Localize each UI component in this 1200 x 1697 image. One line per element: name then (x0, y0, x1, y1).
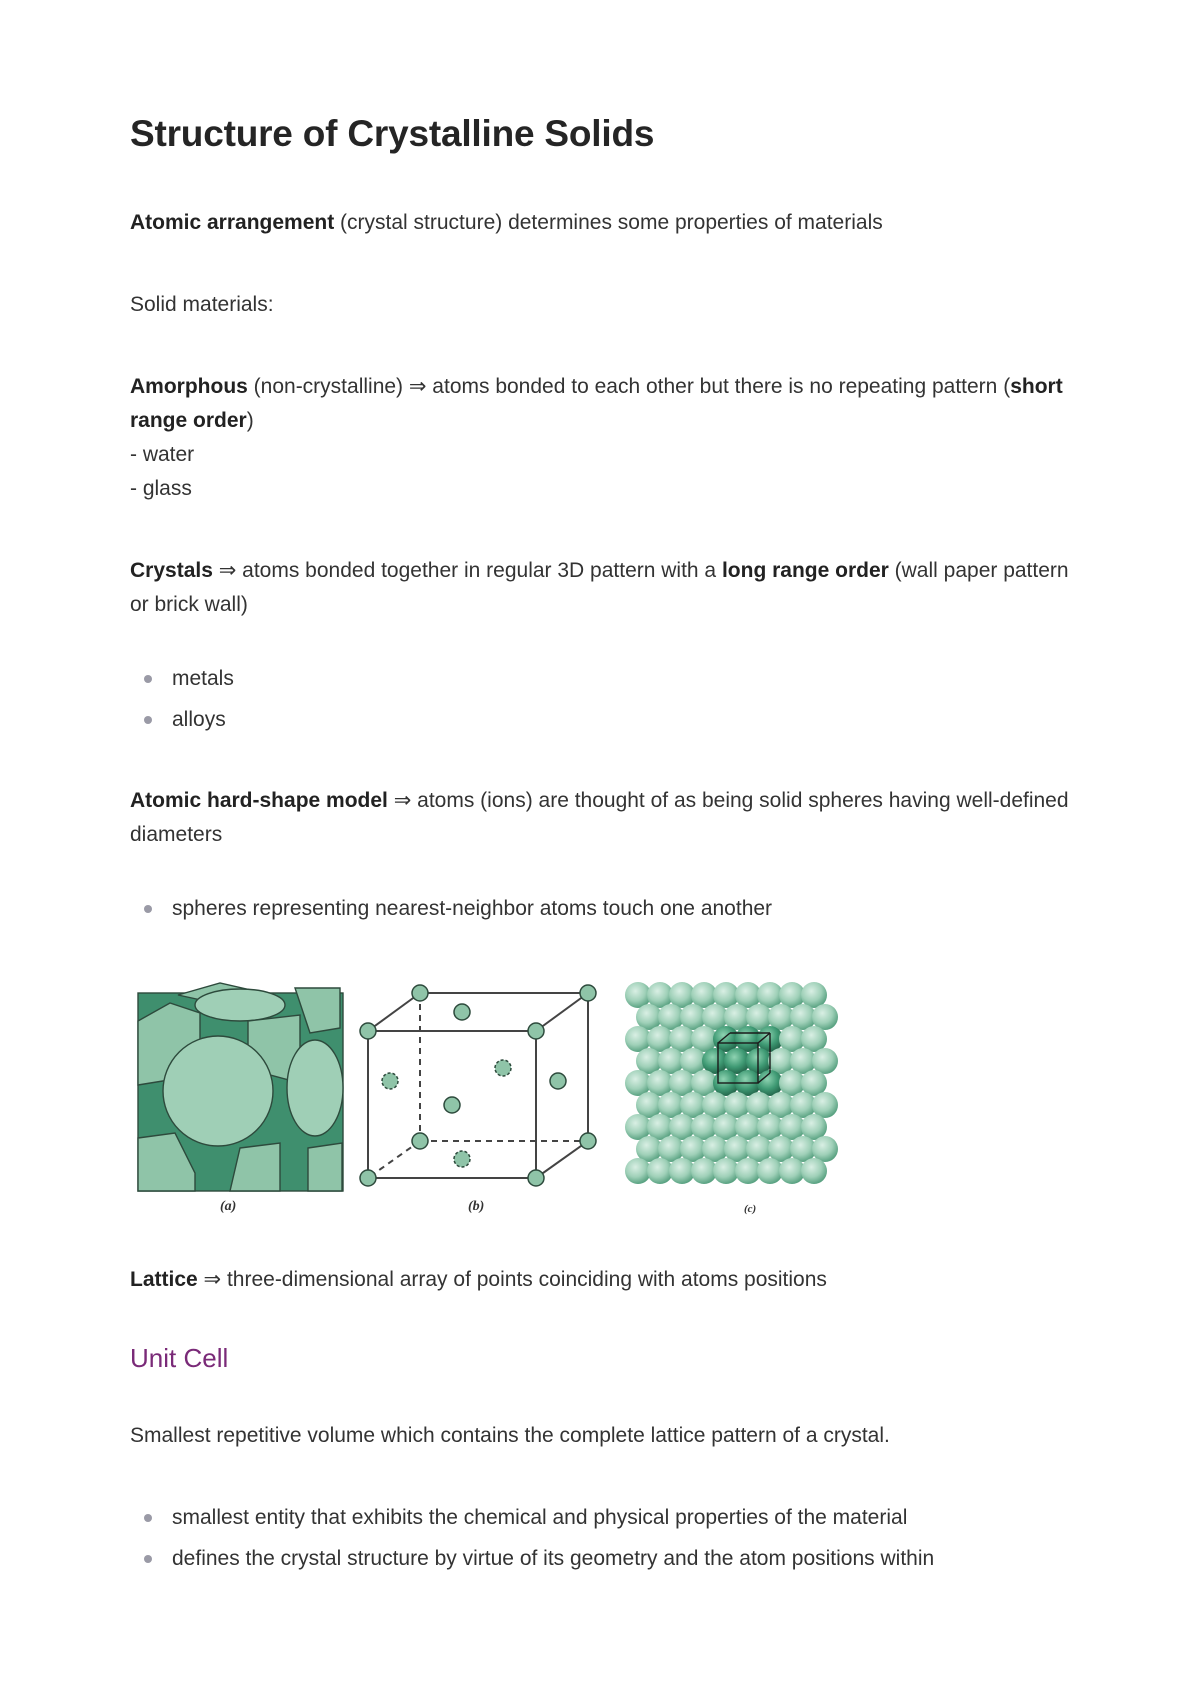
bullet-dot-icon (144, 1555, 152, 1563)
list-item (130, 1501, 1080, 1535)
atom-sphere (801, 1158, 827, 1184)
unit-cell-heading: Unit Cell (130, 1343, 229, 1374)
list-item-text: smallest entity that exhibits the chemical and physical properties of the material (172, 1505, 908, 1529)
hard-shape-paragraph (130, 784, 1080, 852)
hard-shape-text: ⇒ atoms (ions) are thought of as being solid spheres having well-defined diameters (130, 789, 1069, 847)
list-item (130, 1542, 1080, 1576)
bullet-dot-icon (144, 716, 152, 724)
amorphous-text: (non-crystalline) ⇒ atoms bonded to each other but there is no repeating pattern ( (247, 375, 1011, 399)
hard-shape-bold: Atomic hard-shape model (130, 789, 388, 813)
intro-bold: Atomic arrangement (130, 211, 335, 235)
unit-cell-bullet-list (130, 1501, 1080, 1576)
crystals-bold: Crystals (130, 559, 213, 583)
list-item-text: defines the crystal structure by virtue of its geometry and the atom positions within (172, 1546, 935, 1570)
short-range-order-bold: short range order (130, 375, 1063, 433)
crystals-text-end: (wall paper pattern or brick wall) (130, 559, 1069, 617)
amorphous-text-end: ) (246, 409, 254, 433)
list-item-text: metals (172, 667, 234, 691)
atom-sphere (812, 1048, 838, 1074)
crystals-text: ⇒ atoms bonded together in regular 3D pattern with a (212, 559, 722, 583)
atom-sphere (812, 1136, 838, 1162)
list-item-text: spheres representing nearest-neighbor atoms touch one another (172, 897, 773, 921)
lattice-text: ⇒ three-dimensional array of points coinciding with atoms positions (197, 1268, 827, 1292)
figure-label-b: (b) (468, 1199, 485, 1215)
figure-label-c: (c) (744, 1203, 757, 1216)
amorphous-example: - water (130, 443, 195, 467)
bullet-dot-icon (144, 675, 152, 683)
hard-sphere-unit-cell (138, 983, 343, 1191)
crystal-structure-figure (130, 973, 890, 1223)
list-item (130, 892, 1080, 926)
amorphous-bold: Amorphous (130, 375, 248, 399)
long-range-order-bold: long range order (721, 559, 889, 583)
list-item (130, 703, 1080, 737)
lattice-points (360, 985, 596, 1186)
hard-shape-bullet-list (130, 892, 1080, 926)
document-page (130, 112, 1080, 1583)
atom-sphere (801, 1026, 827, 1052)
bullet-dot-icon (144, 905, 152, 913)
figure-label-a: (a) (220, 1199, 237, 1215)
atom-sphere (801, 1114, 827, 1140)
crystal-structure-svg (130, 973, 890, 1203)
atom-sphere (801, 1070, 827, 1096)
solid-materials-label: Solid materials: (130, 293, 274, 317)
amorphous-example: - glass (130, 477, 192, 501)
lattice-bold: Lattice (130, 1268, 198, 1292)
list-item (130, 662, 1080, 696)
crystals-paragraph (130, 554, 1080, 622)
page-title: Structure of Crystalline Solids (130, 113, 655, 154)
atom-sphere (801, 982, 827, 1008)
intro-paragraph (130, 206, 1080, 240)
crystals-bullet-list (130, 662, 1080, 737)
bullet-dot-icon (144, 1514, 152, 1522)
amorphous-paragraph (130, 370, 1080, 438)
atom-sphere (812, 1092, 838, 1118)
unit-cell-definition: Smallest repetitive volume which contains the complete lattice pattern of a crystal. (130, 1423, 890, 1447)
list-item-text: alloys (172, 708, 226, 732)
intro-text: (crystal structure) determines some properties of materials (334, 211, 883, 235)
atom-sphere (812, 1004, 838, 1030)
lattice-paragraph (130, 1263, 1080, 1297)
